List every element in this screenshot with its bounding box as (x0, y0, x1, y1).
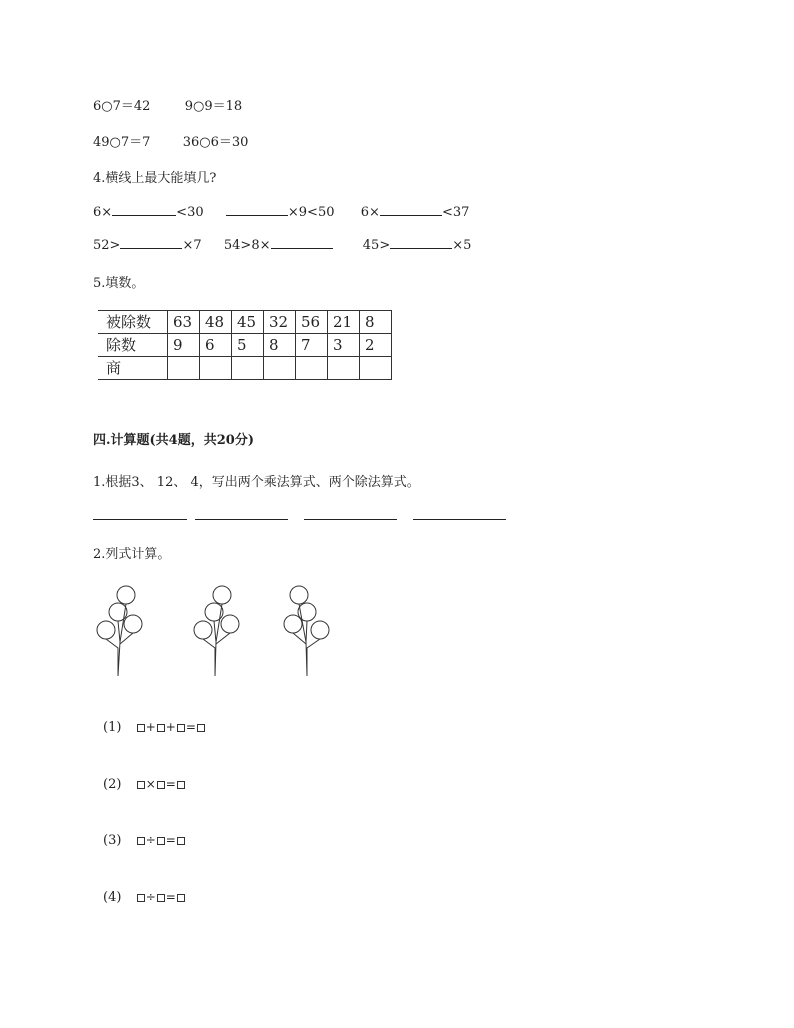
table-row (98, 311, 392, 334)
plus-sign: + (165, 720, 176, 734)
balloon-bunch-icon (280, 582, 340, 680)
table-cell: 9 (168, 334, 200, 357)
table-cell: 63 (168, 311, 200, 334)
plus-sign: + (145, 720, 156, 734)
table-cell: 7 (296, 334, 328, 357)
table-row (98, 357, 392, 380)
table-cell: 2 (360, 334, 392, 357)
answer-cell[interactable] (232, 357, 264, 380)
text: ×9<50 (287, 205, 335, 220)
answer-box[interactable] (177, 724, 185, 732)
equation-label: (2) (103, 777, 122, 792)
q5-title: 5.填数。 (93, 276, 145, 291)
table-cell: 8 (264, 334, 296, 357)
equation-label: (1) (103, 720, 122, 735)
divide-sign: ÷ (145, 833, 156, 847)
text: ×7 (182, 238, 202, 253)
question-2: 2.列式计算。 (93, 547, 171, 562)
equation-2 (103, 777, 186, 792)
equation-text: 6○7＝42 (93, 99, 151, 114)
equation-text: 49○7＝7 (93, 135, 151, 150)
answer-line[interactable] (304, 519, 397, 520)
table-cell: 21 (328, 311, 360, 334)
fill-blank[interactable] (271, 237, 333, 249)
answer-box[interactable] (137, 781, 145, 789)
fill-blank[interactable] (112, 204, 176, 216)
text: 6× (360, 205, 380, 220)
table-cell: 3 (328, 334, 360, 357)
answer-box[interactable] (197, 724, 205, 732)
equation-label: (3) (103, 833, 122, 848)
answer-box[interactable] (177, 837, 185, 845)
answer-box[interactable] (157, 781, 165, 789)
table-row (98, 334, 392, 357)
fill-blank[interactable] (380, 204, 442, 216)
fill-table (98, 310, 392, 380)
answer-cell[interactable] (296, 357, 328, 380)
text: 45> (362, 238, 391, 253)
section-title: 四.计算题(共4题，共20分) (93, 433, 254, 448)
answer-cell[interactable] (264, 357, 296, 380)
equals-sign: = (165, 890, 176, 904)
answer-cell[interactable] (360, 357, 392, 380)
row-header: 商 (98, 357, 168, 380)
equation-text: 9○9＝18 (184, 99, 243, 114)
text: ×5 (452, 238, 472, 253)
q3-row-1 (93, 95, 242, 114)
answer-line[interactable] (195, 519, 288, 520)
text: <30 (176, 205, 204, 220)
equation-label: (4) (103, 890, 122, 905)
balloon-bunch-icon (90, 582, 150, 680)
equation-4 (103, 890, 186, 905)
row-header: 除数 (98, 334, 168, 357)
row-header: 被除数 (98, 311, 168, 334)
equation-text: 36○6＝30 (182, 135, 249, 150)
text: 54>8× (223, 238, 271, 253)
answer-box[interactable] (157, 724, 165, 732)
answer-line[interactable] (413, 519, 506, 520)
equation-1 (103, 720, 206, 735)
table-cell: 6 (200, 334, 232, 357)
q4-row-2 (93, 237, 471, 253)
table-cell: 5 (232, 334, 264, 357)
table-cell: 48 (200, 311, 232, 334)
answer-box[interactable] (157, 894, 165, 902)
answer-box[interactable] (177, 781, 185, 789)
fill-blank[interactable] (120, 237, 182, 249)
answer-box[interactable] (157, 837, 165, 845)
fill-blank[interactable] (390, 237, 452, 249)
question-1: 1.根据3、 12、 4，写出两个乘法算式、两个除法算式。 (93, 475, 420, 490)
balloon-bunch-icon (188, 582, 248, 680)
equation-3 (103, 833, 186, 848)
answer-cell[interactable] (200, 357, 232, 380)
table-cell: 8 (360, 311, 392, 334)
equals-sign: = (165, 833, 176, 847)
answer-box[interactable] (177, 894, 185, 902)
text: <37 (441, 205, 470, 220)
equals-sign: = (185, 720, 196, 734)
text: 52> (93, 238, 121, 253)
divide-sign: ÷ (145, 890, 156, 904)
answer-box[interactable] (137, 724, 145, 732)
answer-box[interactable] (137, 894, 145, 902)
table-cell: 45 (232, 311, 264, 334)
equals-sign: = (165, 777, 176, 791)
fill-blank[interactable] (226, 204, 288, 216)
answer-line[interactable] (93, 519, 187, 520)
answer-cell[interactable] (168, 357, 200, 380)
table-cell: 56 (296, 311, 328, 334)
q4-row-1 (93, 204, 469, 220)
table-cell: 32 (264, 311, 296, 334)
text: 6× (93, 205, 113, 220)
answer-box[interactable] (137, 837, 145, 845)
times-sign: × (145, 777, 156, 791)
q3-row-2 (93, 131, 248, 150)
answer-cell[interactable] (328, 357, 360, 380)
q4-title: 4.横线上最大能填几? (93, 171, 217, 186)
